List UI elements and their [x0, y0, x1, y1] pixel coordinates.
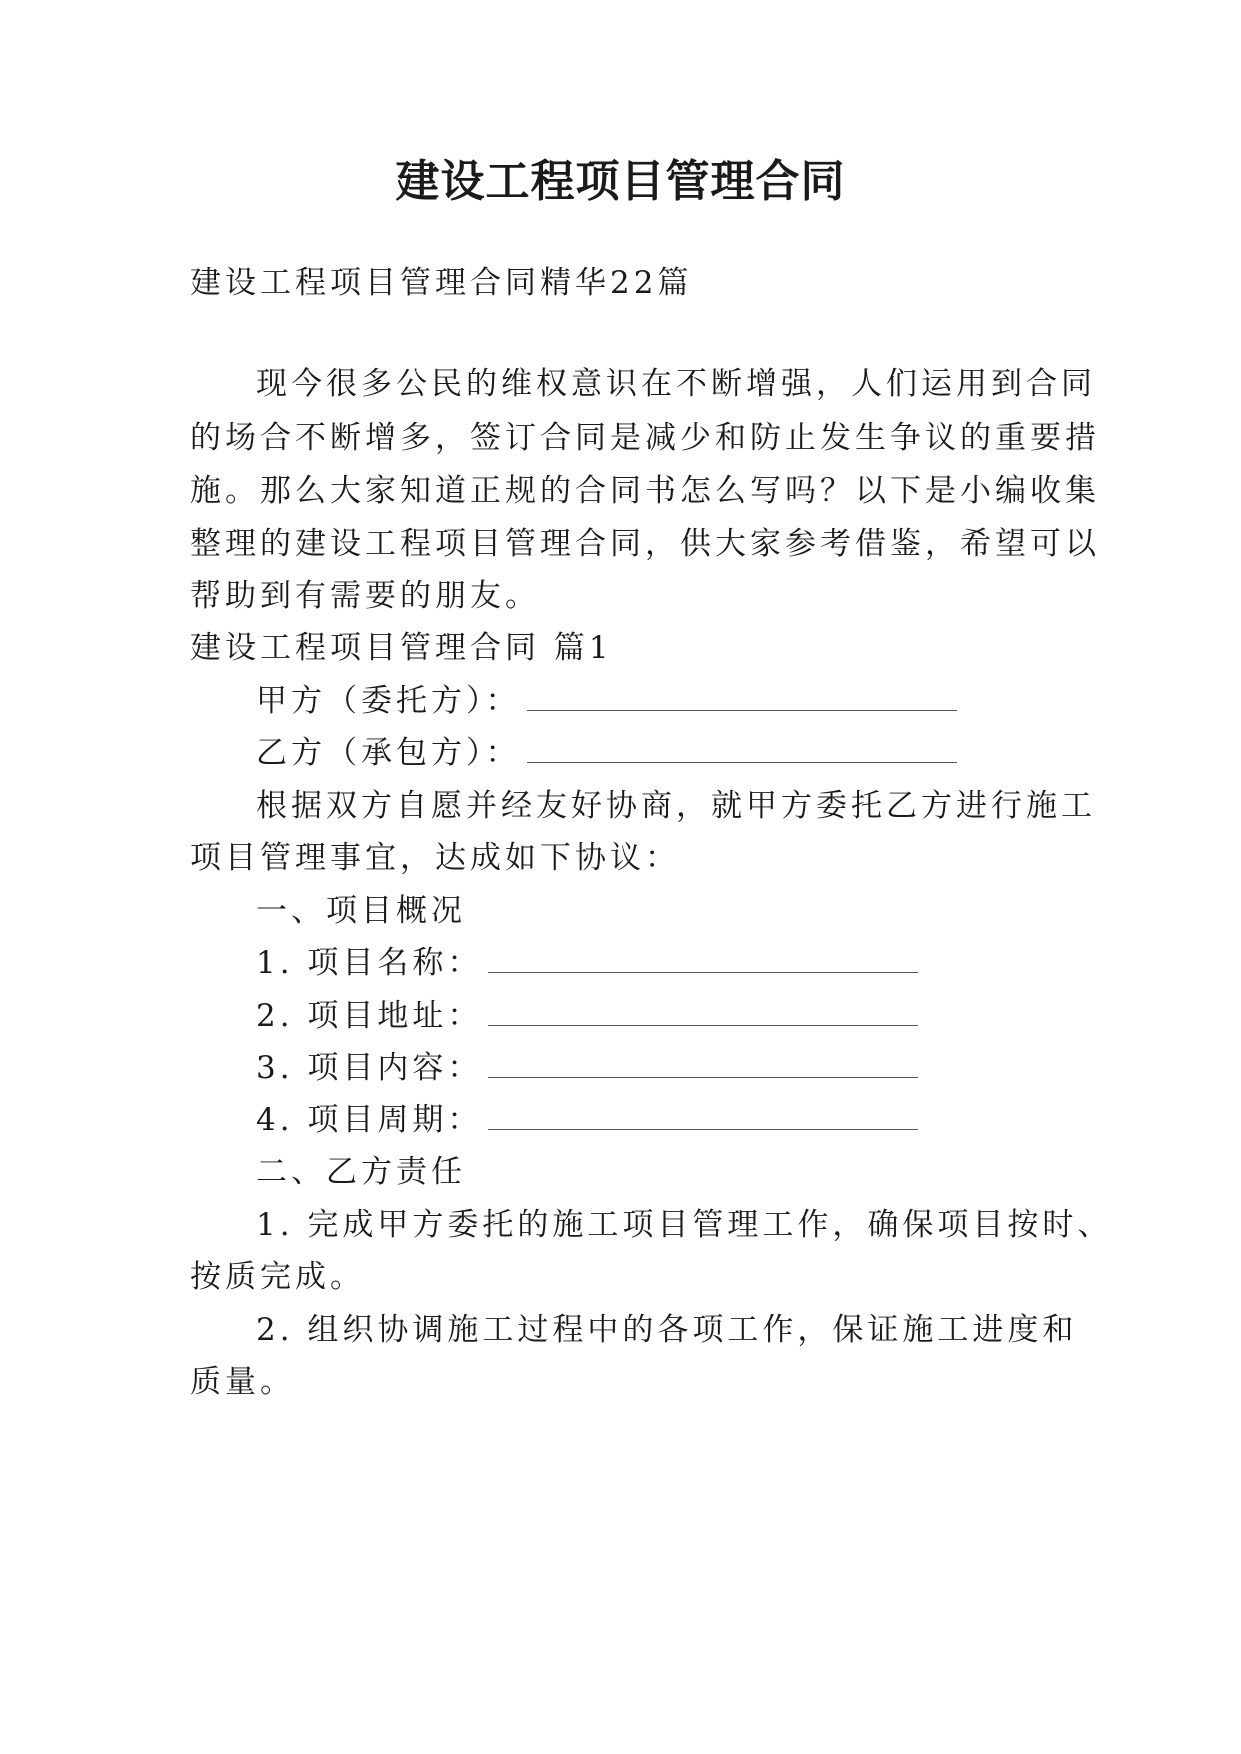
document-title: 建设工程项目管理合同	[395, 156, 846, 207]
intro-line: 现今很多公民的维权意识在不断增强，人们运用到合同	[256, 366, 1096, 402]
project-field-label: 1. 项目名称：	[256, 945, 483, 981]
duty-line: 1. 完成甲方委托的施工项目管理工作，确保项目按时、	[256, 1207, 1113, 1243]
project-field-label: 2. 项目地址：	[256, 998, 483, 1034]
project-field-row	[256, 1100, 918, 1140]
project-field-blank	[488, 1001, 918, 1026]
party-b-label: 乙方（承包方）：	[256, 735, 521, 771]
project-field-label: 3. 项目内容：	[256, 1050, 483, 1086]
part1-heading: 一、项目概况	[256, 893, 466, 929]
duty-line: 2. 组织协调施工过程中的各项工作，保证施工进度和	[256, 1312, 1078, 1348]
party-a-row	[256, 681, 957, 721]
project-field-blank	[488, 1105, 918, 1130]
duty-line: 质量。	[190, 1364, 295, 1400]
project-field-row	[256, 1048, 918, 1088]
party-a-label: 甲方（委托方）：	[256, 683, 521, 719]
intro-line: 的场合不断增多，签订合同是减少和防止发生争议的重要措	[190, 420, 1100, 456]
intro-line: 施。那么大家知道正规的合同书怎么写吗？以下是小编收集	[190, 473, 1100, 509]
intro-line: 整理的建设工程项目管理合同，供大家参考借鉴，希望可以	[190, 526, 1100, 562]
agreement-line: 根据双方自愿并经友好协商，就甲方委托乙方进行施工	[256, 788, 1096, 824]
project-field-row	[256, 943, 918, 983]
party-a-blank	[527, 686, 957, 711]
party-b-blank	[527, 738, 957, 763]
project-field-blank	[488, 1053, 918, 1078]
section-heading: 建设工程项目管理合同 篇1	[190, 630, 613, 666]
part2-heading: 二、乙方责任	[256, 1154, 466, 1190]
project-field-label: 4. 项目周期：	[256, 1102, 483, 1138]
intro-line: 帮助到有需要的朋友。	[190, 578, 540, 614]
document-subtitle: 建设工程项目管理合同精华22篇	[190, 265, 693, 301]
project-field-row	[256, 996, 918, 1036]
duty-line: 按质完成。	[190, 1259, 365, 1295]
party-b-row	[256, 733, 957, 773]
project-field-blank	[488, 948, 918, 973]
agreement-line: 项目管理事宜，达成如下协议：	[190, 840, 680, 876]
